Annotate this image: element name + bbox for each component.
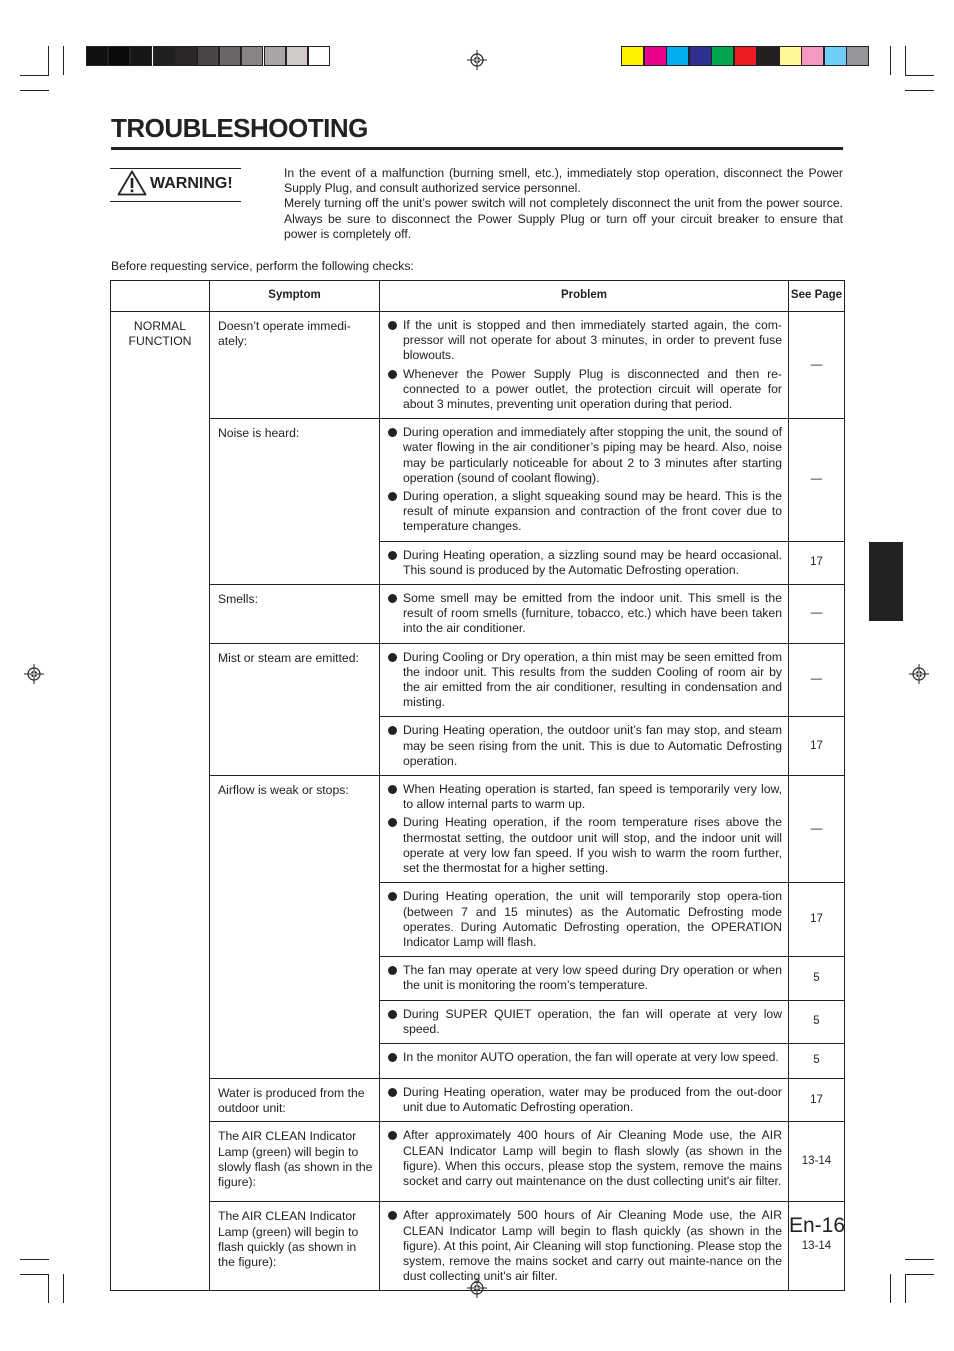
problem-text: During Heating operation, water may be produced from the out-door unit due to Automatic Defrosting operation. [403, 1084, 782, 1115]
color-swatch [644, 46, 667, 66]
warning-paragraph: Merely turning off the unit’s power switch will not completely disconnect the unit from the power source. Always be sure to disconnect the Power Supply Plug or turn off your circuit breaker to ensure that power is completely off. [284, 196, 843, 241]
bullet-icon [388, 726, 397, 735]
symptom-cell: Mist or steam are emitted: [210, 643, 380, 775]
see-page-cell: 17 [789, 541, 845, 584]
bullet-icon [388, 1088, 397, 1097]
symptom-cell: The AIR CLEAN Indicator Lamp (green) will begin to slowly flash (as shown in the figure): [210, 1122, 380, 1202]
bullet-icon [388, 892, 397, 901]
gray-swatch [175, 46, 197, 66]
bullet-icon [388, 321, 397, 330]
problem-item [386, 782, 782, 812]
warning-text [284, 166, 843, 242]
problem-cell [380, 1122, 789, 1202]
problem-cell [380, 643, 789, 717]
crop-mark [20, 1259, 49, 1260]
color-swatch [779, 46, 802, 66]
see-page-cell: — [789, 419, 845, 541]
see-page-cell: 17 [789, 717, 845, 776]
gray-swatch [219, 46, 241, 66]
see-page-cell: 5 [789, 957, 845, 1000]
color-swatch [734, 46, 757, 66]
table-row [111, 776, 845, 883]
table-row [111, 1122, 845, 1202]
crop-mark [905, 1274, 934, 1275]
problem-cell [380, 1000, 789, 1043]
bullet-icon [388, 818, 397, 827]
problem-cell [380, 717, 789, 776]
crop-mark [905, 75, 934, 76]
problem-text: Whenever the Power Supply Plug is disconnected and then re-connected to a power outlet, the protection circuit will operate for about 3 minutes, preventing unit operation during that period. [403, 366, 782, 412]
problem-item [386, 425, 782, 486]
problem-text: After approximately 500 hours of Air Cleaning Mode use, the AIR CLEAN Indicator Lamp will begin to flash quickly (as shown in the figure). At this point, Air Cleaning will stop functioning. Please stop the system, remove the mains socket and carry out mainte-nance on the dust collecting unit's air filter. [403, 1208, 782, 1284]
intro-text: Before requesting service, perform the following checks: [111, 259, 414, 273]
title-rule [111, 147, 843, 150]
color-swatch [621, 46, 644, 66]
symptom-cell: Airflow is weak or stops: [210, 776, 380, 1079]
see-page-cell: — [789, 312, 845, 419]
color-swatch [801, 46, 824, 66]
bullet-icon [388, 1131, 397, 1140]
gray-swatch [308, 46, 330, 66]
crop-mark [905, 1274, 906, 1303]
see-page-cell: 13-14 [789, 1122, 845, 1202]
warning-paragraph: In the event of a malfunction (burning smell, etc.), immediately stop operation, disconnect the Power Supply Plug, and consult authorized service personnel. [284, 166, 843, 196]
bullet-icon [388, 551, 397, 560]
crop-mark [20, 75, 49, 76]
problem-text: In the monitor AUTO operation, the fan will operate at very low speed. [403, 1049, 779, 1064]
problem-text: During Heating operation, a sizzling sound may be heard occasional. This sound is produced by the Automatic Defrosting operation. [403, 547, 782, 577]
problem-cell [380, 419, 789, 541]
problem-item [386, 548, 782, 578]
problem-cell [380, 1043, 789, 1078]
bullet-icon [388, 492, 397, 501]
problem-item [386, 591, 782, 637]
table-row [111, 1202, 845, 1291]
registration-mark-icon [24, 664, 44, 684]
symptom-cell: Smells: [210, 585, 380, 644]
bullet-icon [388, 1010, 397, 1019]
color-swatch [689, 46, 712, 66]
problem-item [386, 650, 782, 711]
problem-text: During SUPER QUIET operation, the fan will operate at very low speed. [403, 1006, 782, 1036]
see-page-cell: — [789, 585, 845, 644]
problem-text: Some smell may be emitted from the indoor unit. This smell is the result of room smells (furniture, tobacco, etc.) which have been taken into the air conditioner. [403, 591, 782, 636]
problem-item [386, 318, 782, 364]
problem-cell [380, 585, 789, 644]
crop-mark [905, 46, 906, 75]
problem-item [386, 489, 782, 535]
problem-item [386, 1085, 782, 1115]
problem-item [386, 367, 782, 413]
problem-item [386, 889, 782, 950]
crop-mark [905, 90, 934, 91]
problem-text: The fan may operate at very low speed during Dry operation or when the unit is monitoring the room’s temperature. [403, 963, 782, 993]
problem-cell [380, 776, 789, 883]
crop-mark [48, 1274, 49, 1303]
registration-mark-icon [909, 664, 929, 684]
problem-cell [380, 541, 789, 584]
see-page-cell: — [789, 776, 845, 883]
problem-text: During operation and immediately after stopping the unit, the sound of water flowing in the air conditioner’s piping may be heard. Also, noise may be particularly noticeable for about 2 to 3 minutes after starting operation (sound of coolant flowing). [403, 425, 782, 485]
page-number: En-16 [789, 1214, 846, 1237]
problem-cell [380, 883, 789, 957]
see-page-cell: 17 [789, 883, 845, 957]
problem-text: During Heating operation, the outdoor unit’s fan may stop, and steam may be seen rising from the unit. This is due to Automatic Defrosting operation. [403, 723, 782, 768]
problem-text: If the unit is stopped and then immediately started again, the com-pressor will not operate for about 3 minutes, in order to prevent fuse blowouts. [403, 318, 782, 363]
color-swatch [846, 46, 869, 66]
problem-text: After approximately 400 hours of Air Cleaning Mode use, the AIR CLEAN Indicator Lamp will begin to flash slowly (as shown in the figure). When this occurs, please stop the system, remove the mains socket and carry out maintenance on the dust collecting unit's air filter. [403, 1128, 782, 1188]
category-cell [111, 312, 210, 1291]
page-title: TROUBLESHOOTING [111, 113, 368, 143]
header-see-page: See Page [789, 281, 845, 312]
color-swatch [756, 46, 779, 66]
bullet-icon [388, 370, 397, 379]
problem-item [386, 1007, 782, 1037]
symptom-cell: Doesn’t operate immedi-ately: [210, 312, 380, 419]
header-category [111, 281, 210, 312]
gray-swatch [241, 46, 263, 66]
problem-cell [380, 957, 789, 1000]
table-row [111, 312, 845, 419]
problem-item [386, 1128, 782, 1189]
problem-text: During operation, a slight squeaking sound may be heard. This is the result of minute expansion and contraction of the front cover due to temperature changes. [403, 489, 782, 534]
gray-swatch [264, 46, 286, 66]
problem-item [386, 1050, 782, 1065]
problem-item [386, 963, 782, 993]
header-symptom: Symptom [210, 281, 380, 312]
warning-triangle-icon [117, 170, 147, 196]
see-page-cell: 17 [789, 1078, 845, 1121]
problem-item [386, 815, 782, 876]
see-page-cell: — [789, 643, 845, 717]
problem-item [386, 723, 782, 769]
registration-mark-icon [467, 50, 487, 70]
problem-cell [380, 1202, 789, 1291]
see-page-cell: 13-14 [789, 1202, 845, 1291]
category-label: NORMAL FUNCTION [128, 319, 192, 349]
crop-mark [63, 46, 64, 75]
crop-mark [63, 1274, 64, 1303]
crop-mark [905, 1259, 934, 1260]
table-header-row [111, 281, 845, 312]
troubleshooting-table [110, 280, 845, 1291]
table-row [111, 1078, 845, 1121]
problem-text: When Heating operation is started, fan speed is temporarily very low, to allow internal parts to warm up. [403, 782, 782, 812]
gray-swatch [153, 46, 175, 66]
see-page-cell: 5 [789, 1000, 845, 1043]
table-row [111, 643, 845, 717]
problem-item [386, 1208, 782, 1284]
bullet-icon [388, 594, 397, 603]
header-problem: Problem [380, 281, 789, 312]
warning-label: WARNING! [150, 175, 233, 192]
symptom-cell: The AIR CLEAN Indicator Lamp (green) will begin to flash quickly (as shown in the figure): [210, 1202, 380, 1291]
bullet-icon [388, 428, 397, 437]
crop-mark [20, 90, 49, 91]
crop-mark [20, 1274, 49, 1275]
problem-cell [380, 1078, 789, 1121]
gray-swatch [130, 46, 152, 66]
symptom-cell: Water is produced from the outdoor unit: [210, 1078, 380, 1121]
table-row [111, 419, 845, 541]
problem-text: During Cooling or Dry operation, a thin mist may be seen emitted from the indoor unit. This results from the sudden Cooling of room air by the air emitted from the air conditioner, resulting in condensation and misting. [403, 649, 782, 710]
gray-swatch [108, 46, 130, 66]
problem-text: During Heating operation, the unit will temporarily stop opera-tion (between 7 and 15 minutes) as the Automatic Defrosting mode operates. During Automatic Defrosting operation, the OPERATION Indicator Lamp will flash. [403, 889, 782, 949]
symptom-cell: Noise is heard: [210, 419, 380, 585]
color-swatch [824, 46, 847, 66]
table-row [111, 585, 845, 644]
color-swatch [666, 46, 689, 66]
color-swatch [711, 46, 734, 66]
bullet-icon [388, 785, 397, 794]
problem-cell [380, 312, 789, 419]
bullet-icon [388, 1211, 397, 1220]
problem-text: During Heating operation, if the room temperature rises above the thermostat setting, the outdoor unit will stop, and the indoor unit will operate at very low fan speed. If you wish to warm the room further, set the thermostat for a higher setting. [403, 815, 782, 876]
gray-swatch [197, 46, 219, 66]
see-page-cell: 5 [789, 1043, 845, 1078]
crop-mark [48, 46, 49, 75]
gray-swatch [86, 46, 108, 66]
bullet-icon [388, 1053, 397, 1062]
crop-mark [890, 1274, 891, 1303]
bullet-icon [388, 966, 397, 975]
gray-swatch [286, 46, 308, 66]
bullet-icon [388, 653, 397, 662]
crop-mark [890, 46, 891, 75]
section-tab [869, 542, 903, 621]
